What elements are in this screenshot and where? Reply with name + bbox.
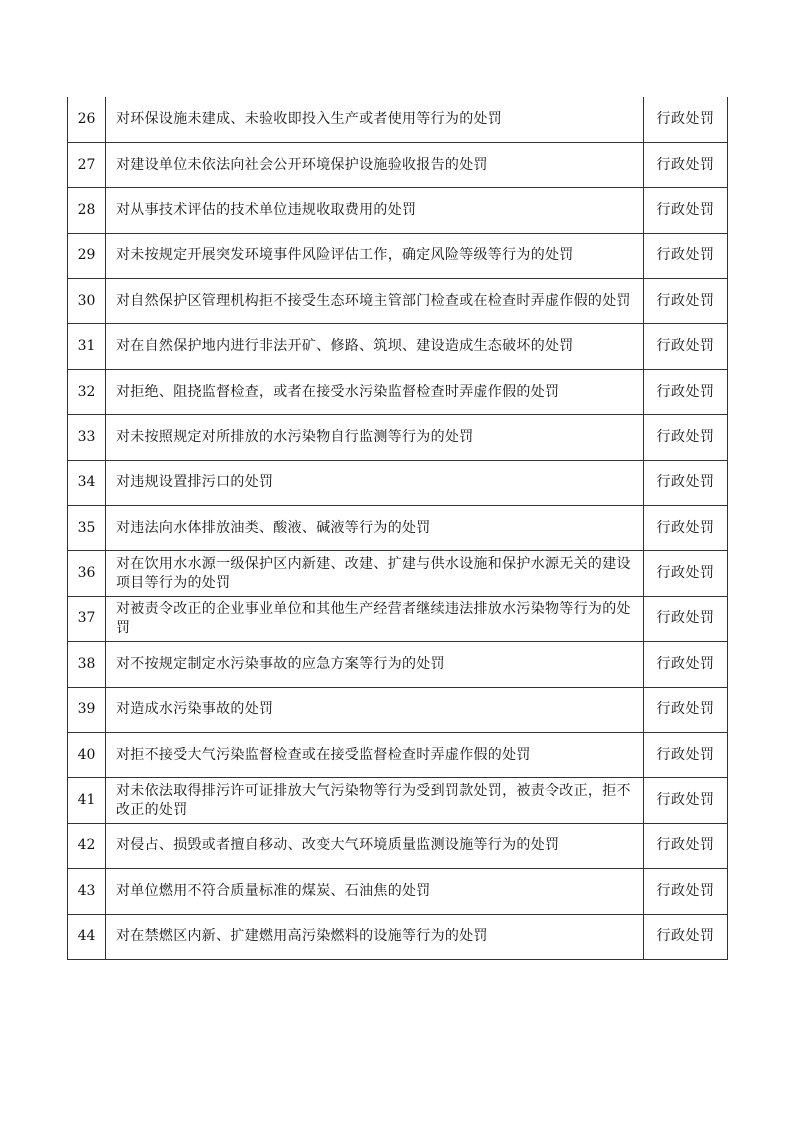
item-name: 对违规设置排污口的处罚 [106,460,644,505]
item-name: 对拒不接受大气污染监督检查或在接受监督检查时弄虚作假的处罚 [106,732,644,777]
item-type: 行政处罚 [644,506,728,551]
item-name: 对从事技术评估的技术单位违规收取费用的处罚 [106,188,644,233]
item-name: 对自然保护区管理机构拒不接受生态环境主管部门检查或在检查时弄虚作假的处罚 [106,279,644,324]
row-number: 27 [68,142,106,187]
item-type: 行政处罚 [644,188,728,233]
item-name: 对未依法取得排污许可证排放大气污染物等行为受到罚款处罚，被责令改正，拒不改正的处罚 [106,778,644,823]
row-number: 38 [68,642,106,687]
row-number: 36 [68,551,106,596]
item-type: 行政处罚 [644,687,728,732]
row-number: 28 [68,188,106,233]
item-type: 行政处罚 [644,914,728,959]
row-number: 35 [68,506,106,551]
item-type: 行政处罚 [644,869,728,914]
item-type: 行政处罚 [644,279,728,324]
row-number: 31 [68,324,106,369]
item-type: 行政处罚 [644,97,728,142]
row-number: 33 [68,415,106,460]
table-row [68,188,728,233]
table-row [68,279,728,324]
item-name: 对未按照规定对所排放的水污染物自行监测等行为的处罚 [106,415,644,460]
table-row [68,369,728,414]
row-number: 29 [68,233,106,278]
table-row [68,233,728,278]
table-row [68,642,728,687]
item-name: 对被责令改正的企业事业单位和其他生产经营者继续违法排放水污染物等行为的处罚 [106,596,644,641]
row-number: 42 [68,823,106,868]
table-row [68,97,728,142]
table-row [68,869,728,914]
penalty-items-table [67,97,728,960]
item-type: 行政处罚 [644,823,728,868]
item-name: 对未按规定开展突发环境事件风险评估工作，确定风险等级等行为的处罚 [106,233,644,278]
table-row [68,551,728,596]
item-type: 行政处罚 [644,142,728,187]
table-row [68,324,728,369]
item-type: 行政处罚 [644,551,728,596]
row-number: 41 [68,778,106,823]
row-number: 37 [68,596,106,641]
item-type: 行政处罚 [644,460,728,505]
item-name: 对不按规定制定水污染事故的应急方案等行为的处罚 [106,642,644,687]
item-type: 行政处罚 [644,415,728,460]
row-number: 39 [68,687,106,732]
item-name: 对在禁燃区内新、扩建燃用高污染燃料的设施等行为的处罚 [106,914,644,959]
table-row [68,687,728,732]
table-row [68,914,728,959]
item-name: 对建设单位未依法向社会公开环境保护设施验收报告的处罚 [106,142,644,187]
item-type: 行政处罚 [644,642,728,687]
table-row [68,142,728,187]
item-name: 对在自然保护地内进行非法开矿、修路、筑坝、建设造成生态破坏的处罚 [106,324,644,369]
table-body [68,97,728,959]
row-number: 40 [68,732,106,777]
row-number: 44 [68,914,106,959]
row-number: 26 [68,97,106,142]
row-number: 30 [68,279,106,324]
item-name: 对在饮用水水源一级保护区内新建、改建、扩建与供水设施和保护水源无关的建设项目等行为的处罚 [106,551,644,596]
item-type: 行政处罚 [644,324,728,369]
table-row [68,460,728,505]
table-row [68,596,728,641]
table-row [68,732,728,777]
row-number: 43 [68,869,106,914]
item-name: 对造成水污染事故的处罚 [106,687,644,732]
row-number: 34 [68,460,106,505]
item-name: 对侵占、损毁或者擅自移动、改变大气环境质量监测设施等行为的处罚 [106,823,644,868]
item-type: 行政处罚 [644,233,728,278]
item-type: 行政处罚 [644,778,728,823]
table-row [68,823,728,868]
table-row [68,415,728,460]
table-row [68,778,728,823]
item-name: 对单位燃用不符合质量标准的煤炭、石油焦的处罚 [106,869,644,914]
item-type: 行政处罚 [644,369,728,414]
table-row [68,506,728,551]
item-name: 对拒绝、阻挠监督检查，或者在接受水污染监督检查时弄虚作假的处罚 [106,369,644,414]
item-name: 对环保设施未建成、未验收即投入生产或者使用等行为的处罚 [106,97,644,142]
item-name: 对违法向水体排放油类、酸液、碱液等行为的处罚 [106,506,644,551]
item-type: 行政处罚 [644,732,728,777]
item-type: 行政处罚 [644,596,728,641]
row-number: 32 [68,369,106,414]
